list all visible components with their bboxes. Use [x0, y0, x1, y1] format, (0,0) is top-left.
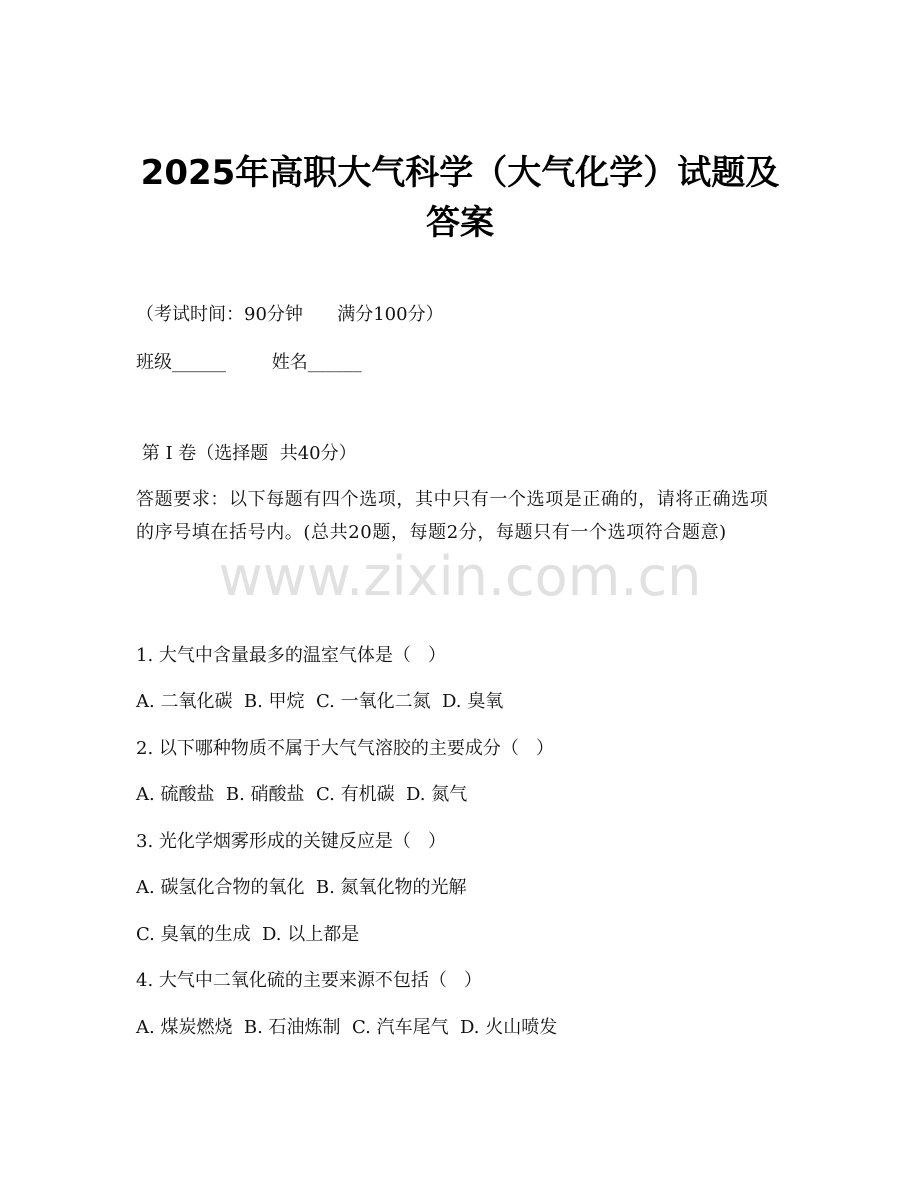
exam-info: （考试时间：90分钟 满分100分）: [136, 304, 444, 325]
question-3-options-line-1: A. 碳氢化合物的氧化 B. 氮氧化物的光解: [136, 877, 467, 898]
watermark: www.zixin.com.cn: [218, 545, 702, 608]
question-2-stem: 2. 以下哪种物质不属于大气气溶胶的主要成分（ ）: [136, 738, 555, 759]
question-3-options-line-2: C. 臭氧的生成 D. 以上都是: [136, 924, 360, 945]
instructions: 答题要求：以下每题有四个选项，其中只有一个选项是正确的，请将正确选项的序号填在括号内。(总共20题，每题2分，每题只有一个选项符合题意): [136, 489, 769, 543]
question-1-stem: 1. 大气中含量最多的温室气体是（ ）: [136, 645, 447, 666]
question-1-options: A. 二氧化碳 B. 甲烷 C. 一氧化二氮 D. 臭氧: [136, 691, 504, 712]
question-3-stem: 3. 光化学烟雾形成的关键反应是（ ）: [136, 831, 447, 852]
student-info: 班级______ 姓名______: [136, 352, 362, 373]
document-title: 2025年高职大气科学（大气化学）试题及答案: [140, 153, 780, 243]
question-4-options: A. 煤炭燃烧 B. 石油炼制 C. 汽车尾气 D. 火山喷发: [136, 1017, 558, 1038]
question-4-stem: 4. 大气中二氧化硫的主要来源不包括（ ）: [136, 970, 483, 991]
section-header: 第 I 卷（选择题 共40分）: [136, 443, 357, 464]
question-2-options: A. 硫酸盐 B. 硝酸盐 C. 有机碳 D. 氮气: [136, 784, 468, 805]
